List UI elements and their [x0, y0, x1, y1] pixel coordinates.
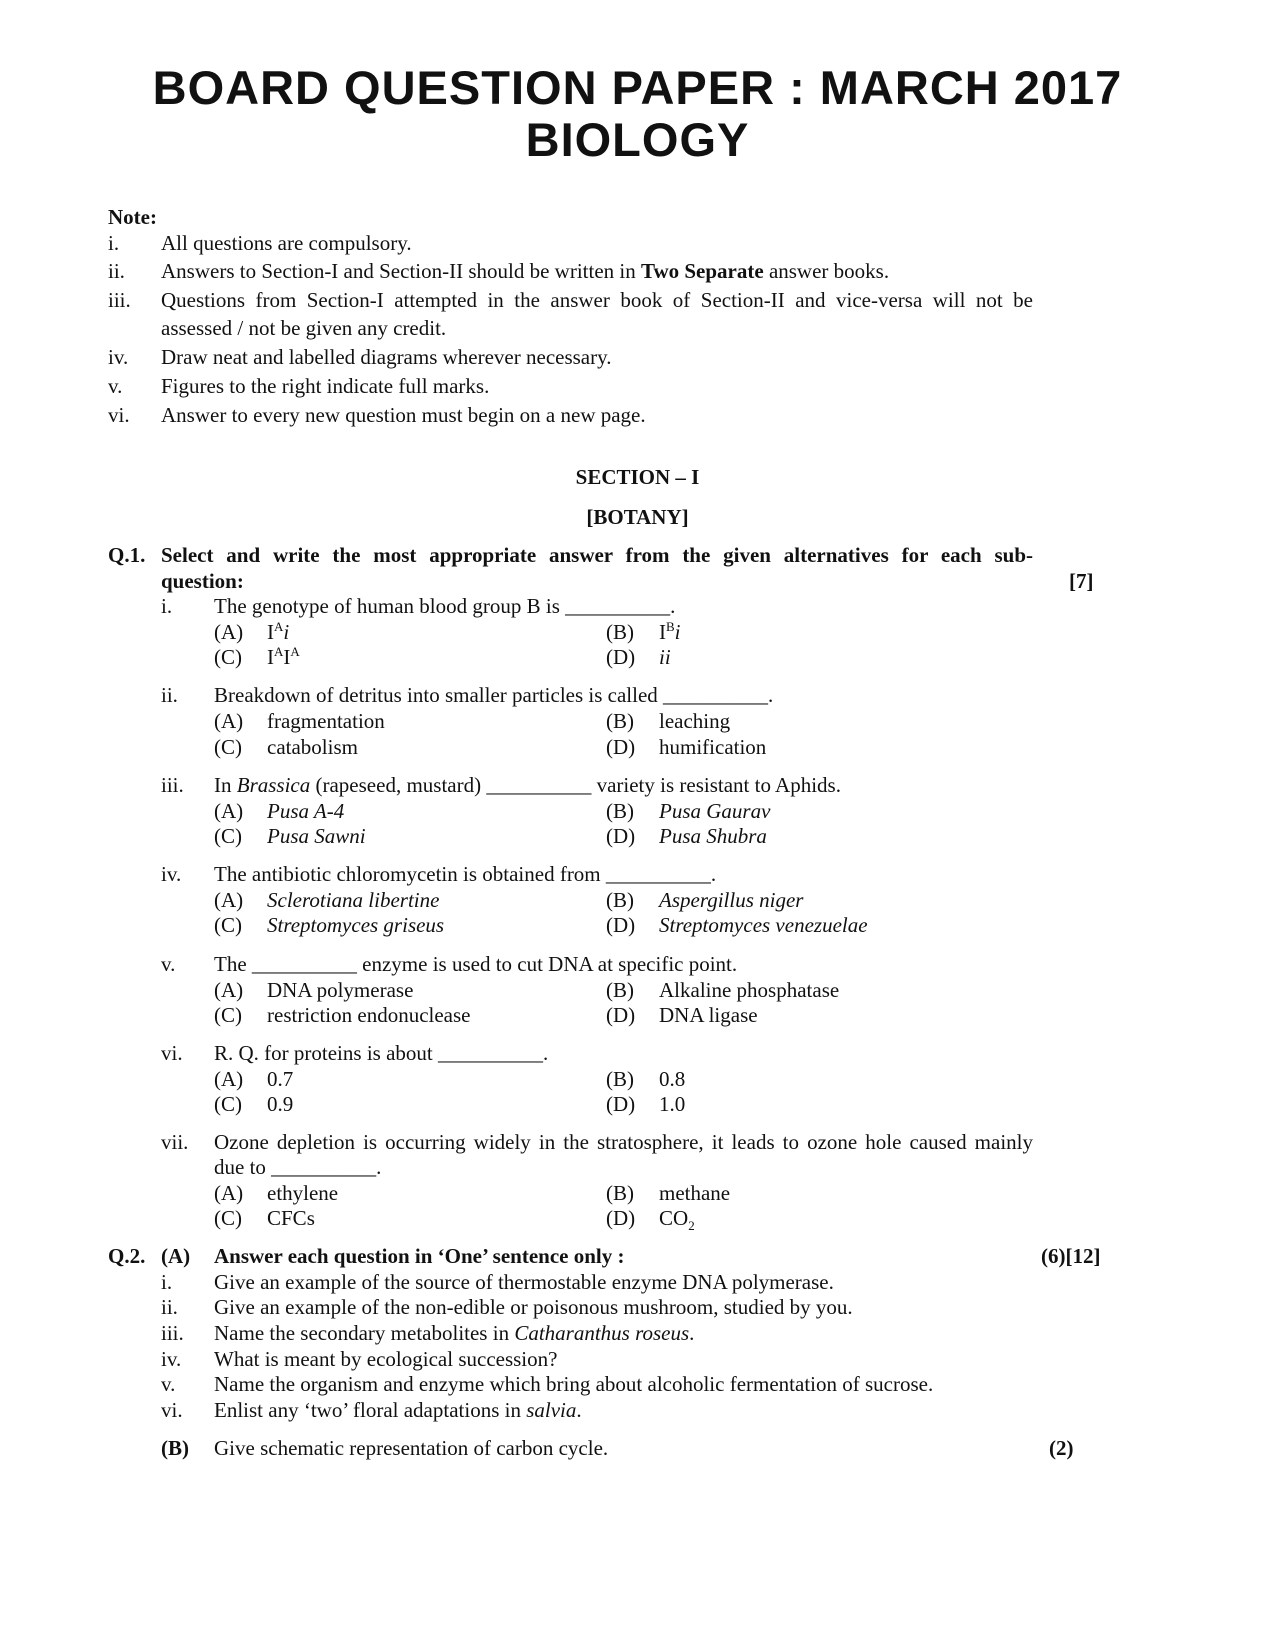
option-text: $I^AI^A$ — [267, 644, 300, 669]
subquestion-number: v. — [161, 952, 176, 976]
subquestion-stem: Breakdown of detritus into smaller particles is called __________. — [214, 683, 774, 707]
subquestion-text: Name the secondary metabolites in Catharanthus roseus. — [214, 1321, 695, 1345]
note-text: Questions from Section-I attempted in the answer book of Section-II and vice-versa will not be — [161, 288, 1033, 312]
option-text: $I^Ai$ — [267, 619, 290, 644]
option-label: (D) — [606, 1092, 636, 1116]
subquestion-number: i. — [161, 594, 173, 618]
option-text: catabolism — [267, 735, 358, 759]
section-title: SECTION – I — [575, 465, 700, 489]
note-num: i. — [108, 231, 120, 255]
subquestion-stem: The genotype of human blood group B is __________. — [214, 594, 676, 618]
note-num: v. — [108, 374, 123, 398]
option-label: (B) — [606, 1067, 634, 1091]
subquestion-stem: R. Q. for proteins is about __________. — [214, 1041, 549, 1065]
option-label: (D) — [606, 645, 636, 669]
option-label: (C) — [214, 824, 242, 848]
option-label: (A) — [214, 978, 244, 1002]
subject-title: BIOLOGY — [525, 113, 750, 166]
option-text: Pusa Shubra — [659, 824, 767, 848]
option-label: (B) — [606, 709, 634, 733]
subquestion-number: vi. — [161, 1041, 183, 1065]
subquestion-stem: due to __________. — [214, 1155, 382, 1179]
option-text: $I^Bi$ — [659, 619, 681, 644]
subquestion-number: v. — [161, 1372, 176, 1396]
subquestion-stem: In Brassica (rapeseed, mustard) __________ variety is resistant to Aphids. — [214, 773, 841, 797]
option-text: fragmentation — [267, 709, 385, 733]
part-label: (A) — [161, 1244, 191, 1268]
part-label: (B) — [161, 1436, 189, 1460]
option-label: (C) — [214, 913, 242, 937]
subquestion-number: iii. — [161, 1321, 184, 1345]
question-marks: (2) — [1049, 1436, 1074, 1460]
note-text: Draw neat and labelled diagrams wherever necessary. — [161, 345, 612, 369]
option-text: Streptomyces griseus — [267, 913, 445, 937]
option-text: 0.9 — [267, 1092, 294, 1116]
note-text: Answer to every new question must begin on a new page. — [161, 403, 646, 427]
option-label: (B) — [606, 799, 634, 823]
section-subtitle: [BOTANY] — [586, 505, 689, 529]
option-label: (B) — [606, 1181, 634, 1205]
option-text: $CO_2$ — [659, 1206, 695, 1233]
subquestion-number: iii. — [161, 773, 184, 797]
option-text: Pusa Gaurav — [659, 799, 771, 823]
note-text: assessed / not be given any credit. — [161, 316, 447, 340]
option-text: 0.7 — [267, 1067, 294, 1091]
option-label: (A) — [214, 620, 244, 644]
option-text: 1.0 — [659, 1092, 686, 1116]
option-label: (D) — [606, 735, 636, 759]
option-label: (C) — [214, 735, 242, 759]
option-label: (A) — [214, 799, 244, 823]
question-instruction: question: — [161, 569, 244, 593]
subquestion-text: Enlist any ‘two’ floral adaptations in salvia. — [214, 1398, 582, 1422]
note-text: Answers to Section-I and Section-II should be written in Two Separate answer books. — [161, 259, 890, 283]
option-label: (B) — [606, 620, 634, 644]
question-marks: (6)[12] — [1041, 1244, 1101, 1268]
option-text: ethylene — [267, 1181, 339, 1205]
note-num: vi. — [108, 403, 130, 427]
note-heading: Note: — [108, 205, 157, 229]
option-text: restriction endonuclease — [267, 1003, 471, 1027]
subquestion-number: vii. — [161, 1130, 189, 1154]
option-text: DNA ligase — [659, 1003, 758, 1027]
option-text: Aspergillus niger — [659, 888, 804, 912]
subquestion-number: ii. — [161, 683, 178, 707]
option-text: CFCs — [267, 1206, 315, 1230]
option-text: methane — [659, 1181, 731, 1205]
subquestion-stem: Ozone depletion is occurring widely in the stratosphere, it leads to ozone hole caused mainly — [214, 1130, 1033, 1154]
page-title: BOARD QUESTION PAPER : MARCH 2017 — [152, 61, 1123, 114]
option-label: (A) — [214, 1067, 244, 1091]
question-number: Q.1. — [108, 543, 146, 567]
option-label: (C) — [214, 1092, 242, 1116]
option-text: Alkaline phosphatase — [659, 978, 840, 1002]
option-text: humification — [659, 735, 767, 759]
option-label: (D) — [606, 824, 636, 848]
option-text: leaching — [659, 709, 731, 733]
option-text: Pusa A-4 — [267, 799, 345, 823]
option-text: ii — [659, 645, 671, 669]
subquestion-number: iv. — [161, 1347, 182, 1371]
subquestion-stem: The antibiotic chloromycetin is obtained from __________. — [214, 862, 717, 886]
option-label: (A) — [214, 709, 244, 733]
subquestion-number: ii. — [161, 1295, 178, 1319]
option-label: (D) — [606, 1206, 636, 1230]
question-marks: [7] — [1069, 569, 1094, 593]
subquestion-number: i. — [161, 1270, 173, 1294]
note-num: iv. — [108, 345, 129, 369]
subquestion-text: What is meant by ecological succession? — [214, 1347, 558, 1371]
option-label: (D) — [606, 913, 636, 937]
option-text: DNA polymerase — [267, 978, 414, 1002]
subquestion-text: Give schematic representation of carbon cycle. — [214, 1436, 609, 1460]
subquestion-text: Give an example of the source of thermostable enzyme DNA polymerase. — [214, 1270, 834, 1294]
question-instruction: Select and write the most appropriate answer from the given alternatives for each sub- — [161, 543, 1033, 567]
subquestion-number: iv. — [161, 862, 182, 886]
subquestion-number: vi. — [161, 1398, 183, 1422]
subquestion-stem: The __________ enzyme is used to cut DNA at specific point. — [214, 952, 738, 976]
option-text: 0.8 — [659, 1067, 686, 1091]
option-label: (A) — [214, 888, 244, 912]
subquestion-text: Give an example of the non-edible or poisonous mushroom, studied by you. — [214, 1295, 853, 1319]
note-num: iii. — [108, 288, 131, 312]
option-text: Sclerotiana libertine — [267, 888, 440, 912]
option-label: (D) — [606, 1003, 636, 1027]
subquestion-text: Name the organism and enzyme which bring about alcoholic fermentation of sucrose. — [214, 1372, 934, 1396]
option-label: (C) — [214, 1206, 242, 1230]
option-label: (C) — [214, 645, 242, 669]
note-num: ii. — [108, 259, 125, 283]
question-instruction: Answer each question in ‘One’ sentence only : — [214, 1244, 625, 1268]
option-label: (C) — [214, 1003, 242, 1027]
note-text: All questions are compulsory. — [161, 231, 412, 255]
option-text: Streptomyces venezuelae — [659, 913, 868, 937]
note-text: Figures to the right indicate full marks. — [161, 374, 490, 398]
option-label: (B) — [606, 888, 634, 912]
option-text: Pusa Sawni — [267, 824, 366, 848]
option-label: (B) — [606, 978, 634, 1002]
option-label: (A) — [214, 1181, 244, 1205]
question-number: Q.2. — [108, 1244, 146, 1268]
